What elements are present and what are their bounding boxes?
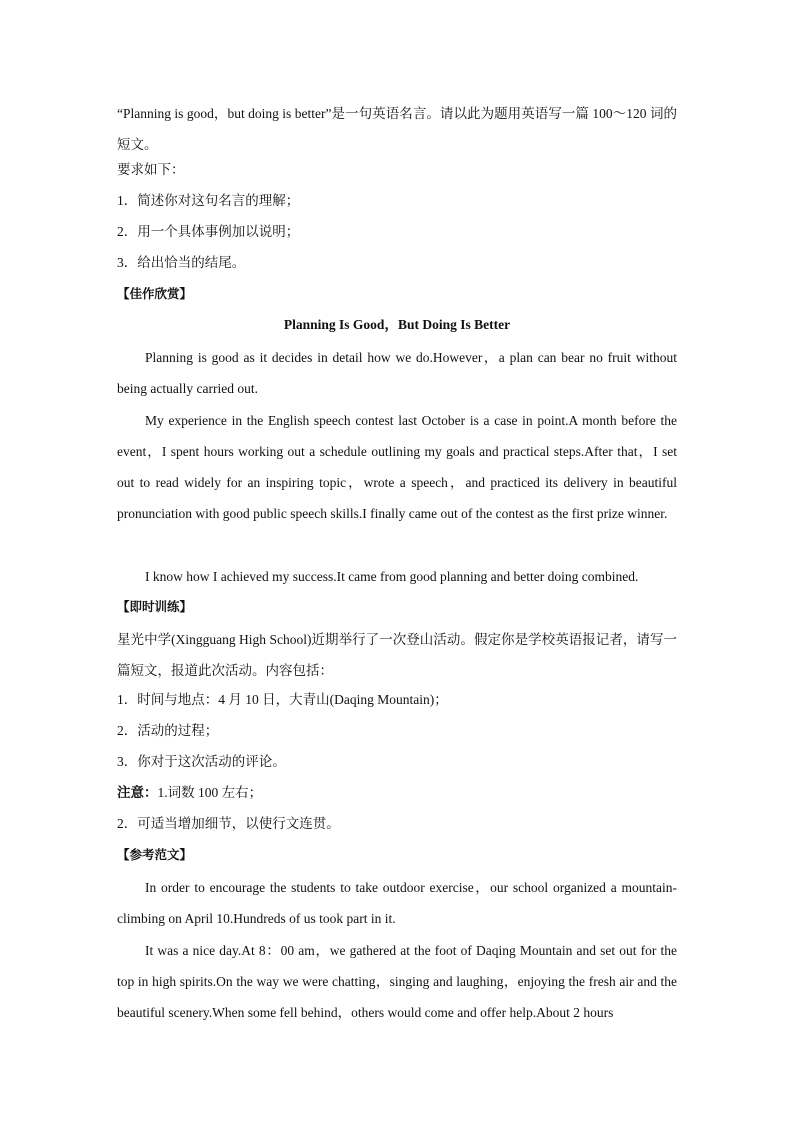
task1-intro: “Planning is good，but doing is better”是一句英语名言。请以此为题用英语写一篇 100～120 词的短文。 [117, 106, 677, 152]
task2-intro: 星光中学(Xingguang High School)近期举行了一次登山活动。假定你是学校英语报记者，请写一篇短文，报道此次活动。内容包括： [117, 632, 677, 678]
sample1-heading: 【佳作欣赏】 [117, 286, 193, 301]
sample1-paragraph-3: I know how I achieved my success.It came from good planning and better doing combined. [145, 569, 639, 584]
sample1-paragraph-1: Planning is good as it decides in detail how we do.However，a plan can bear no fruit without being actually carried out. [117, 350, 677, 396]
sample1-paragraph-2: My experience in the English speech contest last October is a case in point.A month before the event，I spent hours working out a schedule outlining my goals and practical steps.After that，I set out to read widely for an inspiring topic，wrote a speech，and practiced its delivery in beautiful pronunciation with good public speech skills.I finally came out of the contest as the first prize winner. [117, 413, 677, 521]
task1-item-3: 3．给出恰当的结尾。 [117, 255, 246, 270]
task1-item-1: 1．简述你对这句名言的理解； [117, 193, 300, 208]
task2-note-first: 1.词数 100 左右； [157, 785, 263, 800]
essay-title: Planning Is Good，But Doing Is Better [283, 317, 511, 332]
sample2-heading: 【参考范文】 [117, 847, 193, 862]
task1-item-2: 2．用一个具体事例加以说明； [117, 224, 300, 239]
task2-note-label: 注意： [117, 785, 158, 800]
task1-requirements-label: 要求如下： [117, 162, 185, 177]
task2-item-3: 3．你对于这次活动的评论。 [117, 754, 286, 769]
task2-item-2: 2．活动的过程； [117, 723, 219, 738]
task2-heading: 【即时训练】 [117, 599, 193, 614]
task2-note-second: 2．可适当增加细节，以使行文连贯。 [117, 816, 340, 831]
sample2-paragraph-1: In order to encourage the students to take outdoor exercise，our school organized a mountain-climbing on April 10.Hundreds of us took part in it. [117, 880, 677, 926]
task2-note [117, 783, 677, 803]
sample2-paragraph-2: It was a nice day.At 8：00 am，we gathered at the foot of Daqing Mountain and set out for the top in high spirits.On the way we were chatting，singing and laughing，enjoying the fresh air and the beautiful scenery.When some fell behind，others would come and offer help.About 2 hours [117, 943, 677, 1020]
task2-item-1: 1．时间与地点：4 月 10 日，大青山(Daqing Mountain)； [117, 692, 448, 707]
